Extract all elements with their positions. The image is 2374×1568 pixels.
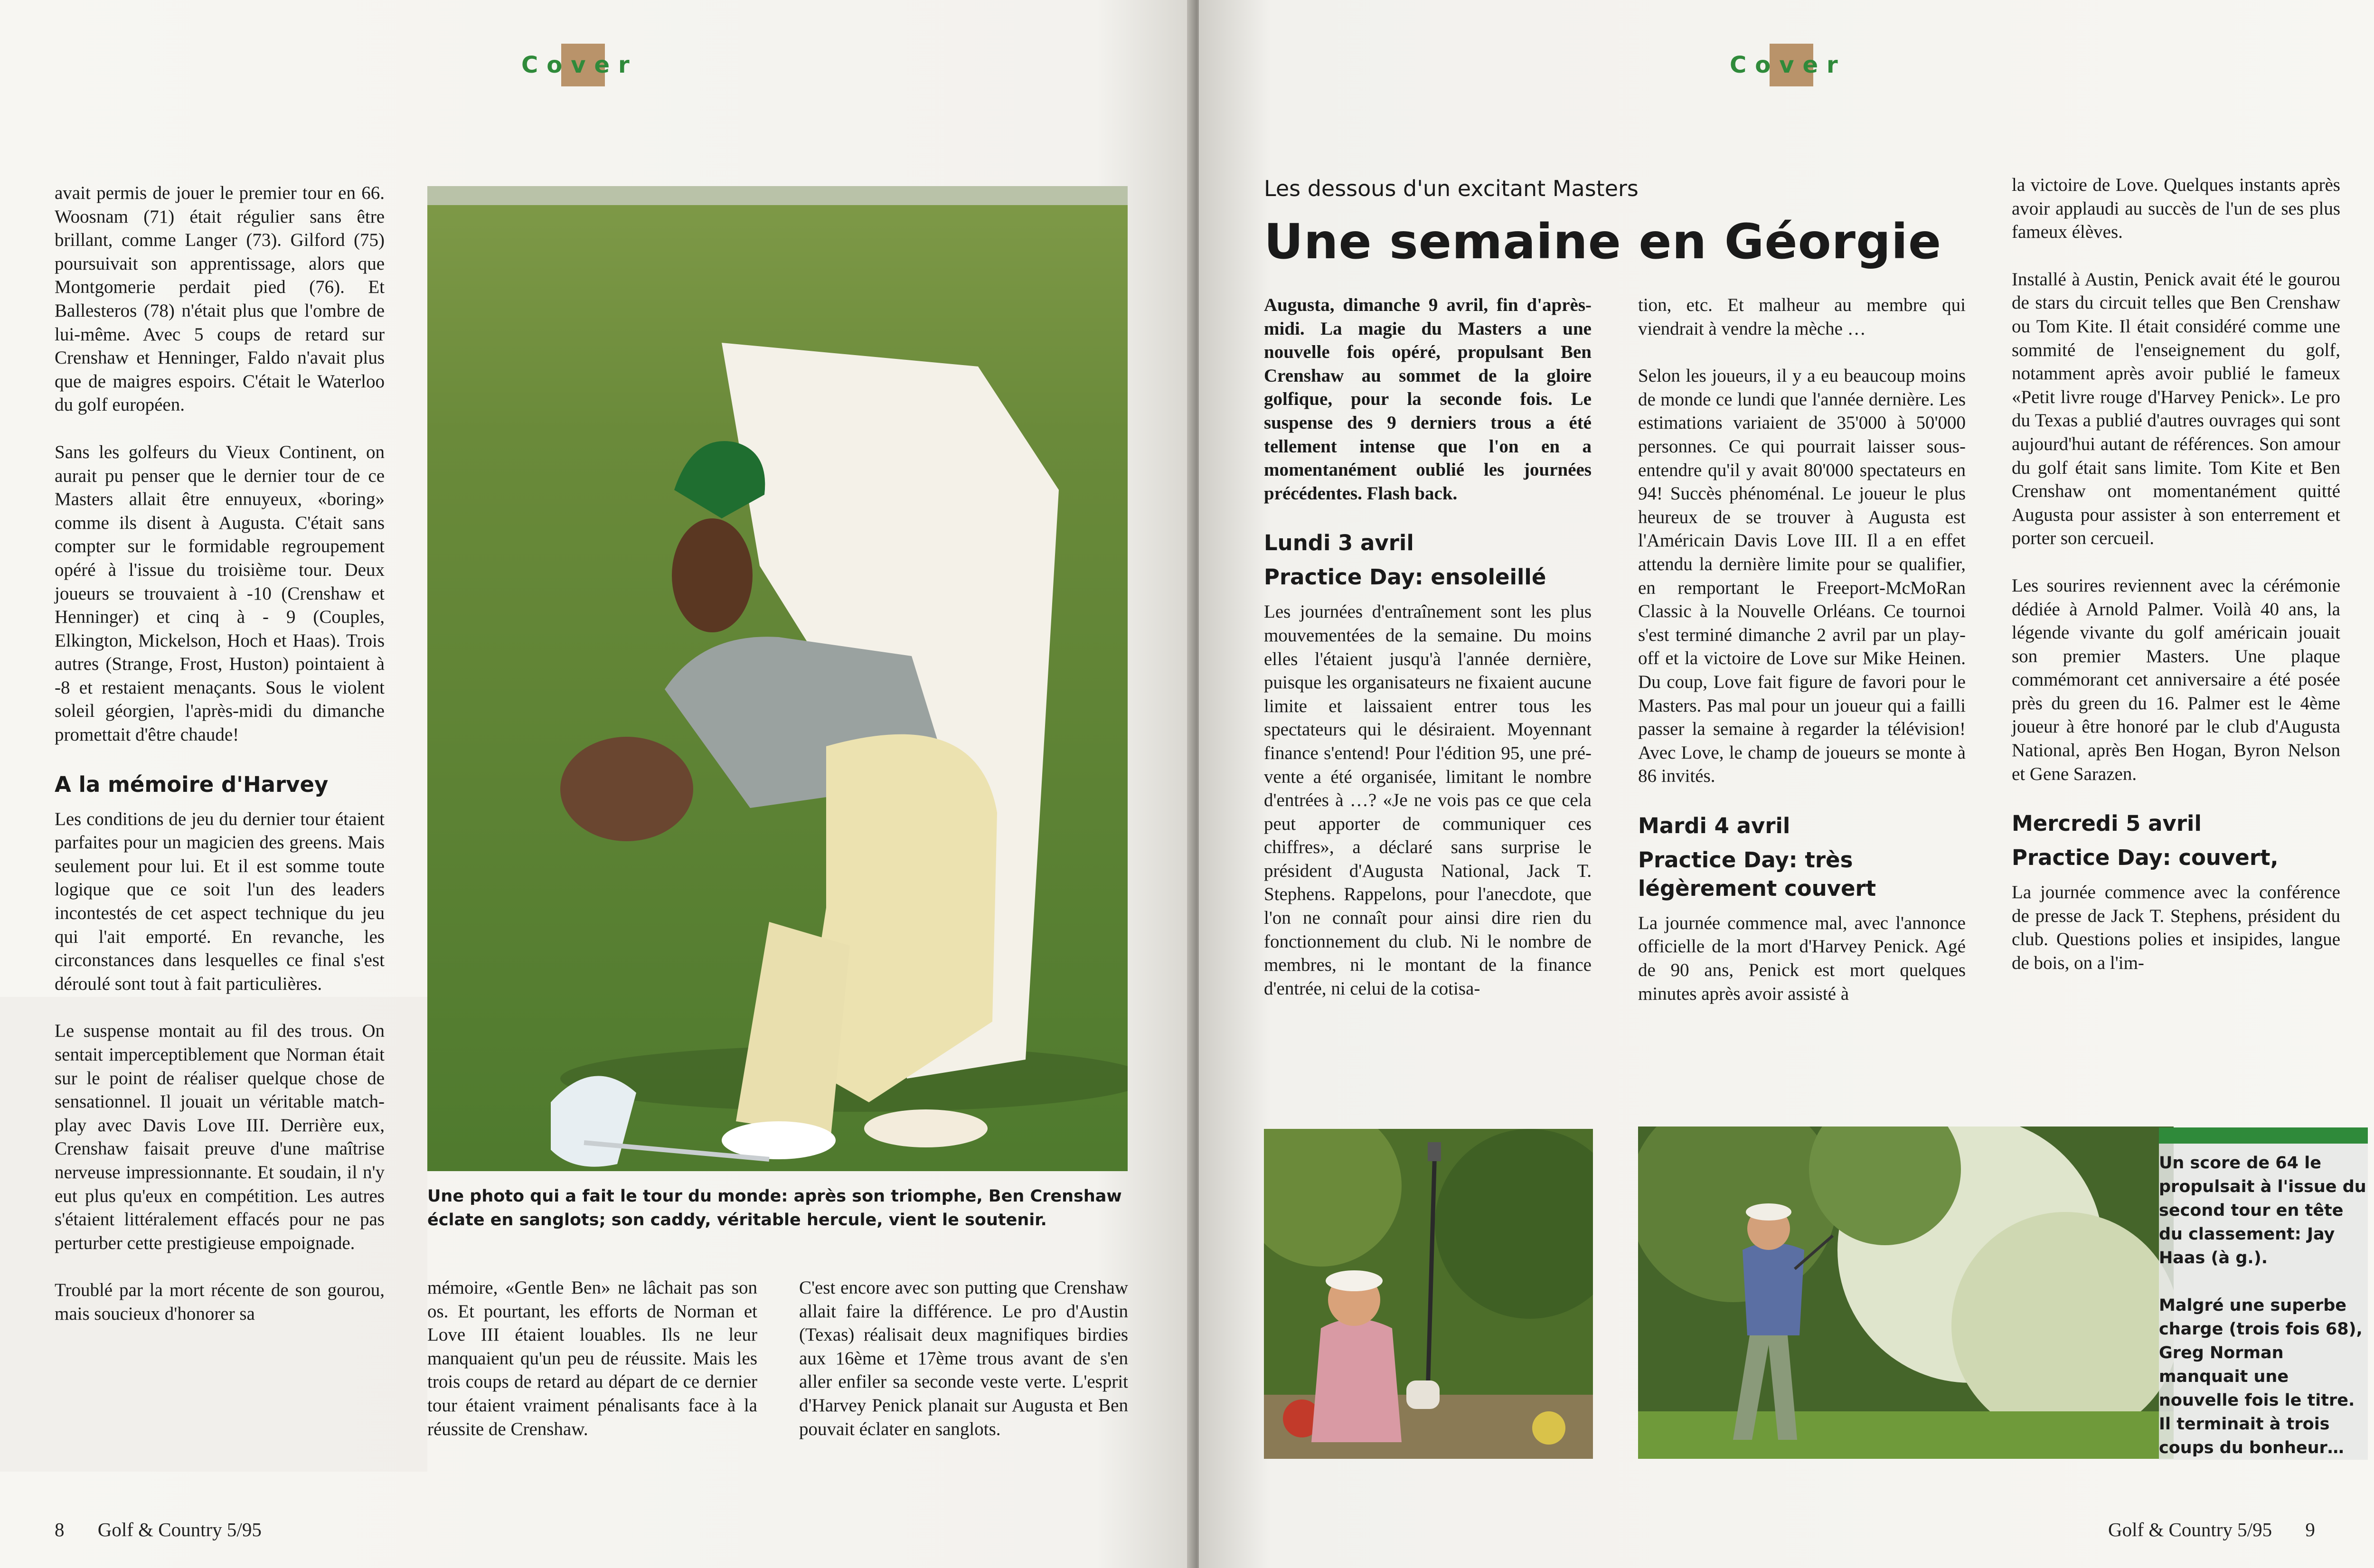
- photo-crenshaw-caddy: [427, 186, 1128, 1171]
- page-number: 8: [55, 1519, 65, 1540]
- paragraph: Le suspense montait au fil des trous. On sentait imperceptiblement que Norman était sur le point de réaliser quelque chose de sensationnel. Il jouait un véritable match-play avec Davis Love III. Derrière eux, Crenshaw faisait preuve d'une maîtrise nerveuse impressionnante. Et soudain, il n'y eut plus qu'eux en compétition. Les autres s'étaient littéralement effacés pour ne pas perturber cette prestigieuse empoignade.: [55, 1021, 385, 1253]
- folio-right: [2108, 1518, 2315, 1541]
- right-column-2: [1638, 293, 1966, 1005]
- lead-paragraph: Augusta, dimanche 9 avril, fin d'après-midi. La magie du Masters a une nouvelle fois opéré, propulsant Ben Crenshaw au sommet de la gloire golfique, pour la seconde fois. Le suspense des 9 derniers trous a été tellement intense que l'on en a momentanément oublié les journées précédentes. Flash back.: [1264, 295, 1592, 504]
- day-heading-lundi: Lundi 3 avril: [1264, 530, 1414, 556]
- right-column-1: [1264, 293, 1592, 1000]
- paragraph: tion, etc. Et malheur au membre qui viendrait à vendre la mèche …: [1638, 295, 1966, 339]
- paragraph: La journée commence mal, avec l'annonce officielle de la mort d'Harvey Penick. Agé de 90 ans, Penick est mort quelques minutes après avoir assisté à: [1638, 912, 1966, 1004]
- photo-jay-haas: [1264, 1129, 1593, 1459]
- section-heading: A la mémoire d'Harvey: [55, 771, 329, 797]
- right-column-3: [2012, 173, 2340, 975]
- paragraph: Les sourires reviennent avec la cérémonie dédiée à Arnold Palmer. Voilà 40 ans, la légende vivante du golf américain jouait son premier Masters. Une plaque commémorant cet anniversaire a été posée près du green du 16. Palmer est le 4ème joueur à être honoré par le club d'Augusta National, après Ben Hogan, Byron Nelson et Gene Sarazen.: [2012, 575, 2340, 784]
- right-page: [1199, 0, 2374, 1568]
- photo-jay-haas-image: [1264, 1129, 1593, 1459]
- section-rubric-left: [513, 44, 636, 86]
- photo-caption: Une photo qui a fait le tour du monde: après son triomphe, Ben Crenshaw éclate en sanglots; son caddy, véritable hercule, vient le soutenir.: [427, 1187, 1122, 1230]
- photo-crenshaw-caddy-image: [427, 186, 1128, 1171]
- photo-greg-norman-image: [1638, 1127, 2174, 1459]
- paragraph: Sans les golfeurs du Vieux Continent, on aurait pu penser que le dernier tour de ce Masters allait être ennuyeux, «boring» comme ils disent à Augusta. C'était sans compter sur le formidable regroupement opéré à l'issue du troisième tour. Deux joueurs se trouvaient à -10 (Crenshaw et Henninger) et cinq à - 9 (Couples, Elkington, Mickelson, Hoch et Haas). Trois autres (Strange, Frost, Huston) pointaient à -8 et restaient menaçants. Sous le violent soleil géorgien, l'après-midi du dimanche promettait d'être chaude!: [55, 441, 385, 745]
- paragraph: Les conditions de jeu du dernier tour étaient parfaites pour un magicien des greens. Mais seulement pour lui. Et il est somme toute logique que ce soit l'un des leaders incontestés de cet aspect technique du jeu qui l'ait emporté. En revanche, les circonstances dans lesquelles ce final s'est déroulé sont tout à fait particulières.: [55, 808, 385, 994]
- day-subheading-lundi: Practice Day: ensoleillé: [1264, 564, 1546, 590]
- paragraph: Les journées d'entraînement sont les plus mouvementées de la semaine. Du moins elles l'étaient jusqu'à l'année dernière, puisque les organisateurs ne fixaient aucune limite et laissaient entrer tous les spectateurs qui le désiraient. Moyennant finance s'entend! Pour l'édition 95, une pré-vente a été organisée, limitant le nombre d'entrées à …? «Je ne vois pas ce que cela peut apporter de communiquer ces chiffres», a déclaré sans surprise le président d'Augusta National, Jack T. Stephens. Rappelons, pour l'anecdote, que l'on ne connaît pour ainsi dire rien du fonctionnement du club. Ni le nombre de membres, ni le montant de la finance d'entrée, ni celui de la cotisa-: [1264, 601, 1592, 999]
- sidebox-green-rule: [2159, 1127, 2368, 1144]
- left-column-3: [799, 1276, 1128, 1441]
- day-heading-mercredi: Mercredi 5 avril: [2012, 811, 2202, 836]
- magazine-issue: Golf & Country 5/95: [2108, 1519, 2272, 1540]
- day-subheading-mardi: Practice Day: très légèrement couvert: [1638, 847, 1876, 901]
- left-column-2: [427, 1276, 757, 1441]
- day-heading-mardi: Mardi 4 avril: [1638, 813, 1790, 838]
- paragraph: avait permis de jouer le premier tour en 66. Woosnam (71) était régulier sans être brillant, comme Langer (73). Gilford (75) poursuivait son apprentissage, alors que Montgomerie perdait pied (76). Et Ballesteros (78) n'était plus que l'ombre de lui-même. Avec 5 coups de retard sur Crenshaw et Henninger, Faldo n'avait plus que de maigres espoirs. C'était le Waterloo du golf européen.: [55, 183, 385, 415]
- day-subheading-mercredi: Practice Day: couvert,: [2012, 845, 2279, 871]
- paragraph: Selon les joueurs, il y a eu beaucoup moins de monde ce lundi que l'année dernière. Les estimations variaient de 35'000 à 50'000 personnes. Ce qui pourrait laisser sous-entendre qu'il y avait 80'000 spectateurs en 94! Succès phénoménal. Le joueur le plus heureux de se trouver à Augusta est l'Américain Davis Love III. Il a en effet attendu la dernière limite pour se qualifier, en remportant le Freeport-McMoRan Classic à la Nouvelle Orléans. Ce tournoi s'est terminé dimanche 2 avril par un play-off et la victoire de Love sur Mike Heinen. Du coup, Love fait figure de favori pour le Masters. Pas mal pour un joueur qui a failli passer la semaine à regarder la télévision! Avec Love, le champ de joueurs se monte à 86 invités.: [1638, 366, 1966, 787]
- folio-left: [55, 1518, 262, 1541]
- paragraph: Troublé par la mort récente de son gourou, mais soucieux d'honorer sa: [55, 1280, 385, 1324]
- photo-captions-box: [2159, 1151, 2368, 1483]
- left-column-1: [55, 181, 385, 1326]
- kicker: Les dessous d'un excitant Masters: [1264, 176, 1639, 201]
- paragraph: mémoire, «Gentle Ben» ne lâchait pas son os. Et pourtant, les efforts de Norman et Love III étaient louables. Ils ne leur manquaient qu'un peu de réussite. Mais les trois coups de retard au départ de ce dernier tour étaient vraiment pénalisants face à la réussite de Crenshaw.: [427, 1277, 757, 1439]
- rubric-label: Cover: [521, 52, 638, 78]
- paragraph: Installé à Austin, Penick avait été le gourou de stars du circuit telles que Ben Crenshaw ou Tom Kite. Il était considéré comme une sommité de l'enseignement du golf, notamment après avoir publié le fameux «Petit livre rouge d'Harvey Penick». Le pro du Texas a publié d'autres ouvrages qui sont aujourd'hui autant de références. Son amour du golf était sans limite. Tom Kite et Ben Crenshaw ont momentanément quitté Augusta pour assister à son enterrement et porter son cercueil.: [2012, 269, 2340, 549]
- paragraph: C'est encore avec son putting que Crenshaw allait faire la différence. Le pro d'Austin (Texas) réalisait deux magnifiques birdies aux 16ème et 17ème trous avant de s'en aller enfiler sa seconde veste verte. L'esprit d'Harvey Penick planait sur Augusta et Ben pouvait éclater en sanglots.: [799, 1277, 1128, 1439]
- section-rubric-right: [1721, 44, 1845, 86]
- caption-norman: Malgré une superbe charge (trois fois 68), Greg Norman manquait une nouvelle fois le titre. Il terminait à trois coups du bonheur…: [2159, 1296, 2363, 1457]
- magazine-issue: Golf & Country 5/95: [97, 1519, 262, 1540]
- rubric-label: Cover: [1730, 52, 1846, 78]
- paragraph: la victoire de Love. Quelques instants après avoir applaudi au succès de l'un de ses plus fameux élèves.: [2012, 175, 2340, 243]
- headline: Une semaine en Géorgie: [1264, 214, 1942, 270]
- caption-haas: Un score de 64 le propulsait à l'issue du second tour en tête du classement: Jay Haas (à g.).: [2159, 1154, 2366, 1268]
- page-number: 9: [2305, 1519, 2315, 1540]
- photo-greg-norman: [1638, 1127, 2174, 1459]
- paragraph: La journée commence avec la conférence de presse de Jack T. Stephens, président du club. Questions polies et insipides, langue de bois, on a l'im-: [2012, 882, 2340, 974]
